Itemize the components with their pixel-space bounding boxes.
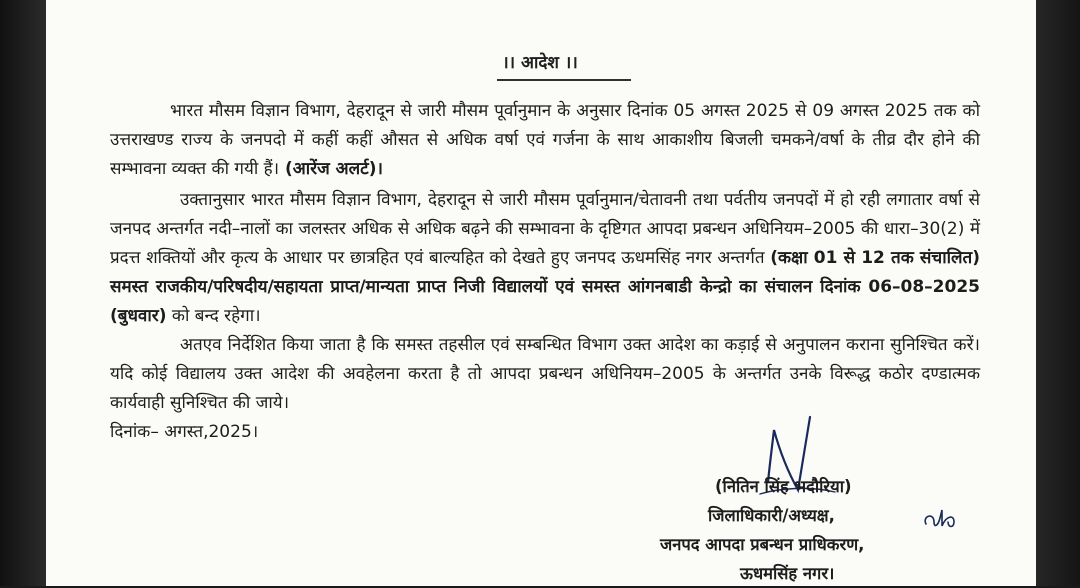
paragraph-3: अतएव निर्देशित किया जाता है कि समस्त तहसील एवं सम्बन्धित विभाग उक्त आदेश का कड़ाई से अनुपालन कराना सुनिश्चित करें। यदि कोई विद्यालय उक्त आदेश की अवहेलना करता है तो आपदा प्रबन्धन अधिनियम–2005 के अन्तर्गत उनके विरूद्ध कठोर दण्डात्मक कार्यवाही सुनिश्चित की जाये। xyxy=(110,335,980,413)
paragraph-2-text: उक्तानुसार भारत मौसम विज्ञान विभाग, देहरादून से जारी मौसम पूर्वानुमान/चेतावनी तथा पर्वतीय जनपदों में हो रही लगातार वर्षा से जनपद अन्तर्गत नदी–नालों का जलस्तर अधिक से अधिक बढ़ने की सम्भावना के दृष्टिगत आपदा प्रबन्धन अधिनियम–2005 की धारा–30(2) में प्रदत्त शक्तियों और कृत्य के आधार पर छात्रहित एवं बाल्यहित को देखते हुए जनपद ऊधमसिंह नगर अन्तर्गत xyxy=(110,190,980,268)
signatory-place: ऊधमसिंह नगर। xyxy=(740,564,835,583)
scan-right-border xyxy=(1036,0,1080,586)
signatory-name: (नितिन सिंह भदौरिया) xyxy=(715,477,852,496)
closure-detail-text: (कक्षा 01 से 12 तक संचालित) समस्त राजकीय/परिषदीय/सहायता प्राप्त/मान्यता प्राप्त निजी विद्यालयों एवं समस्त आंगनबाडी केन्द्रो का संचालन दिनांक 06–08–2025 (बुधवार) xyxy=(110,248,981,326)
signatory-block xyxy=(660,472,980,588)
paragraph-2-tail: को बन्द रहेगा। xyxy=(166,306,261,326)
orange-alert-text: (आरेंज अलर्ट)। xyxy=(279,159,383,179)
paragraph-1 xyxy=(110,97,980,184)
title-underline xyxy=(497,79,631,81)
order-title: ।। आदेश ।। xyxy=(502,53,578,73)
signatory-authority: जनपद आपदा प्रबन्धन प्राधिकरण, xyxy=(660,535,865,554)
paragraph-2 xyxy=(110,186,980,331)
signatory-role: जिलाधिकारी/अध्यक्ष, xyxy=(708,506,835,525)
date-line: दिनांक– अगस्त,2025। xyxy=(110,422,259,442)
scan-left-border xyxy=(0,0,46,586)
paragraph-1-text: भारत मौसम विज्ञान विभाग, देहरादून से जारी मौसम पूर्वानुमान के अनुसार दिनांक 05 अगस्त 2025 से 09 अगस्त 2025 तक को उत्तराखण्ड राज्य के जनपदो में कहीं कहीं औसत से अधिक वर्षा एवं गर्जना के साथ आकाशीय बिजली चमकने/वर्षा के तीव्र दौर होने की सम्भावना व्यक्त की गयी हैं। xyxy=(110,101,980,179)
